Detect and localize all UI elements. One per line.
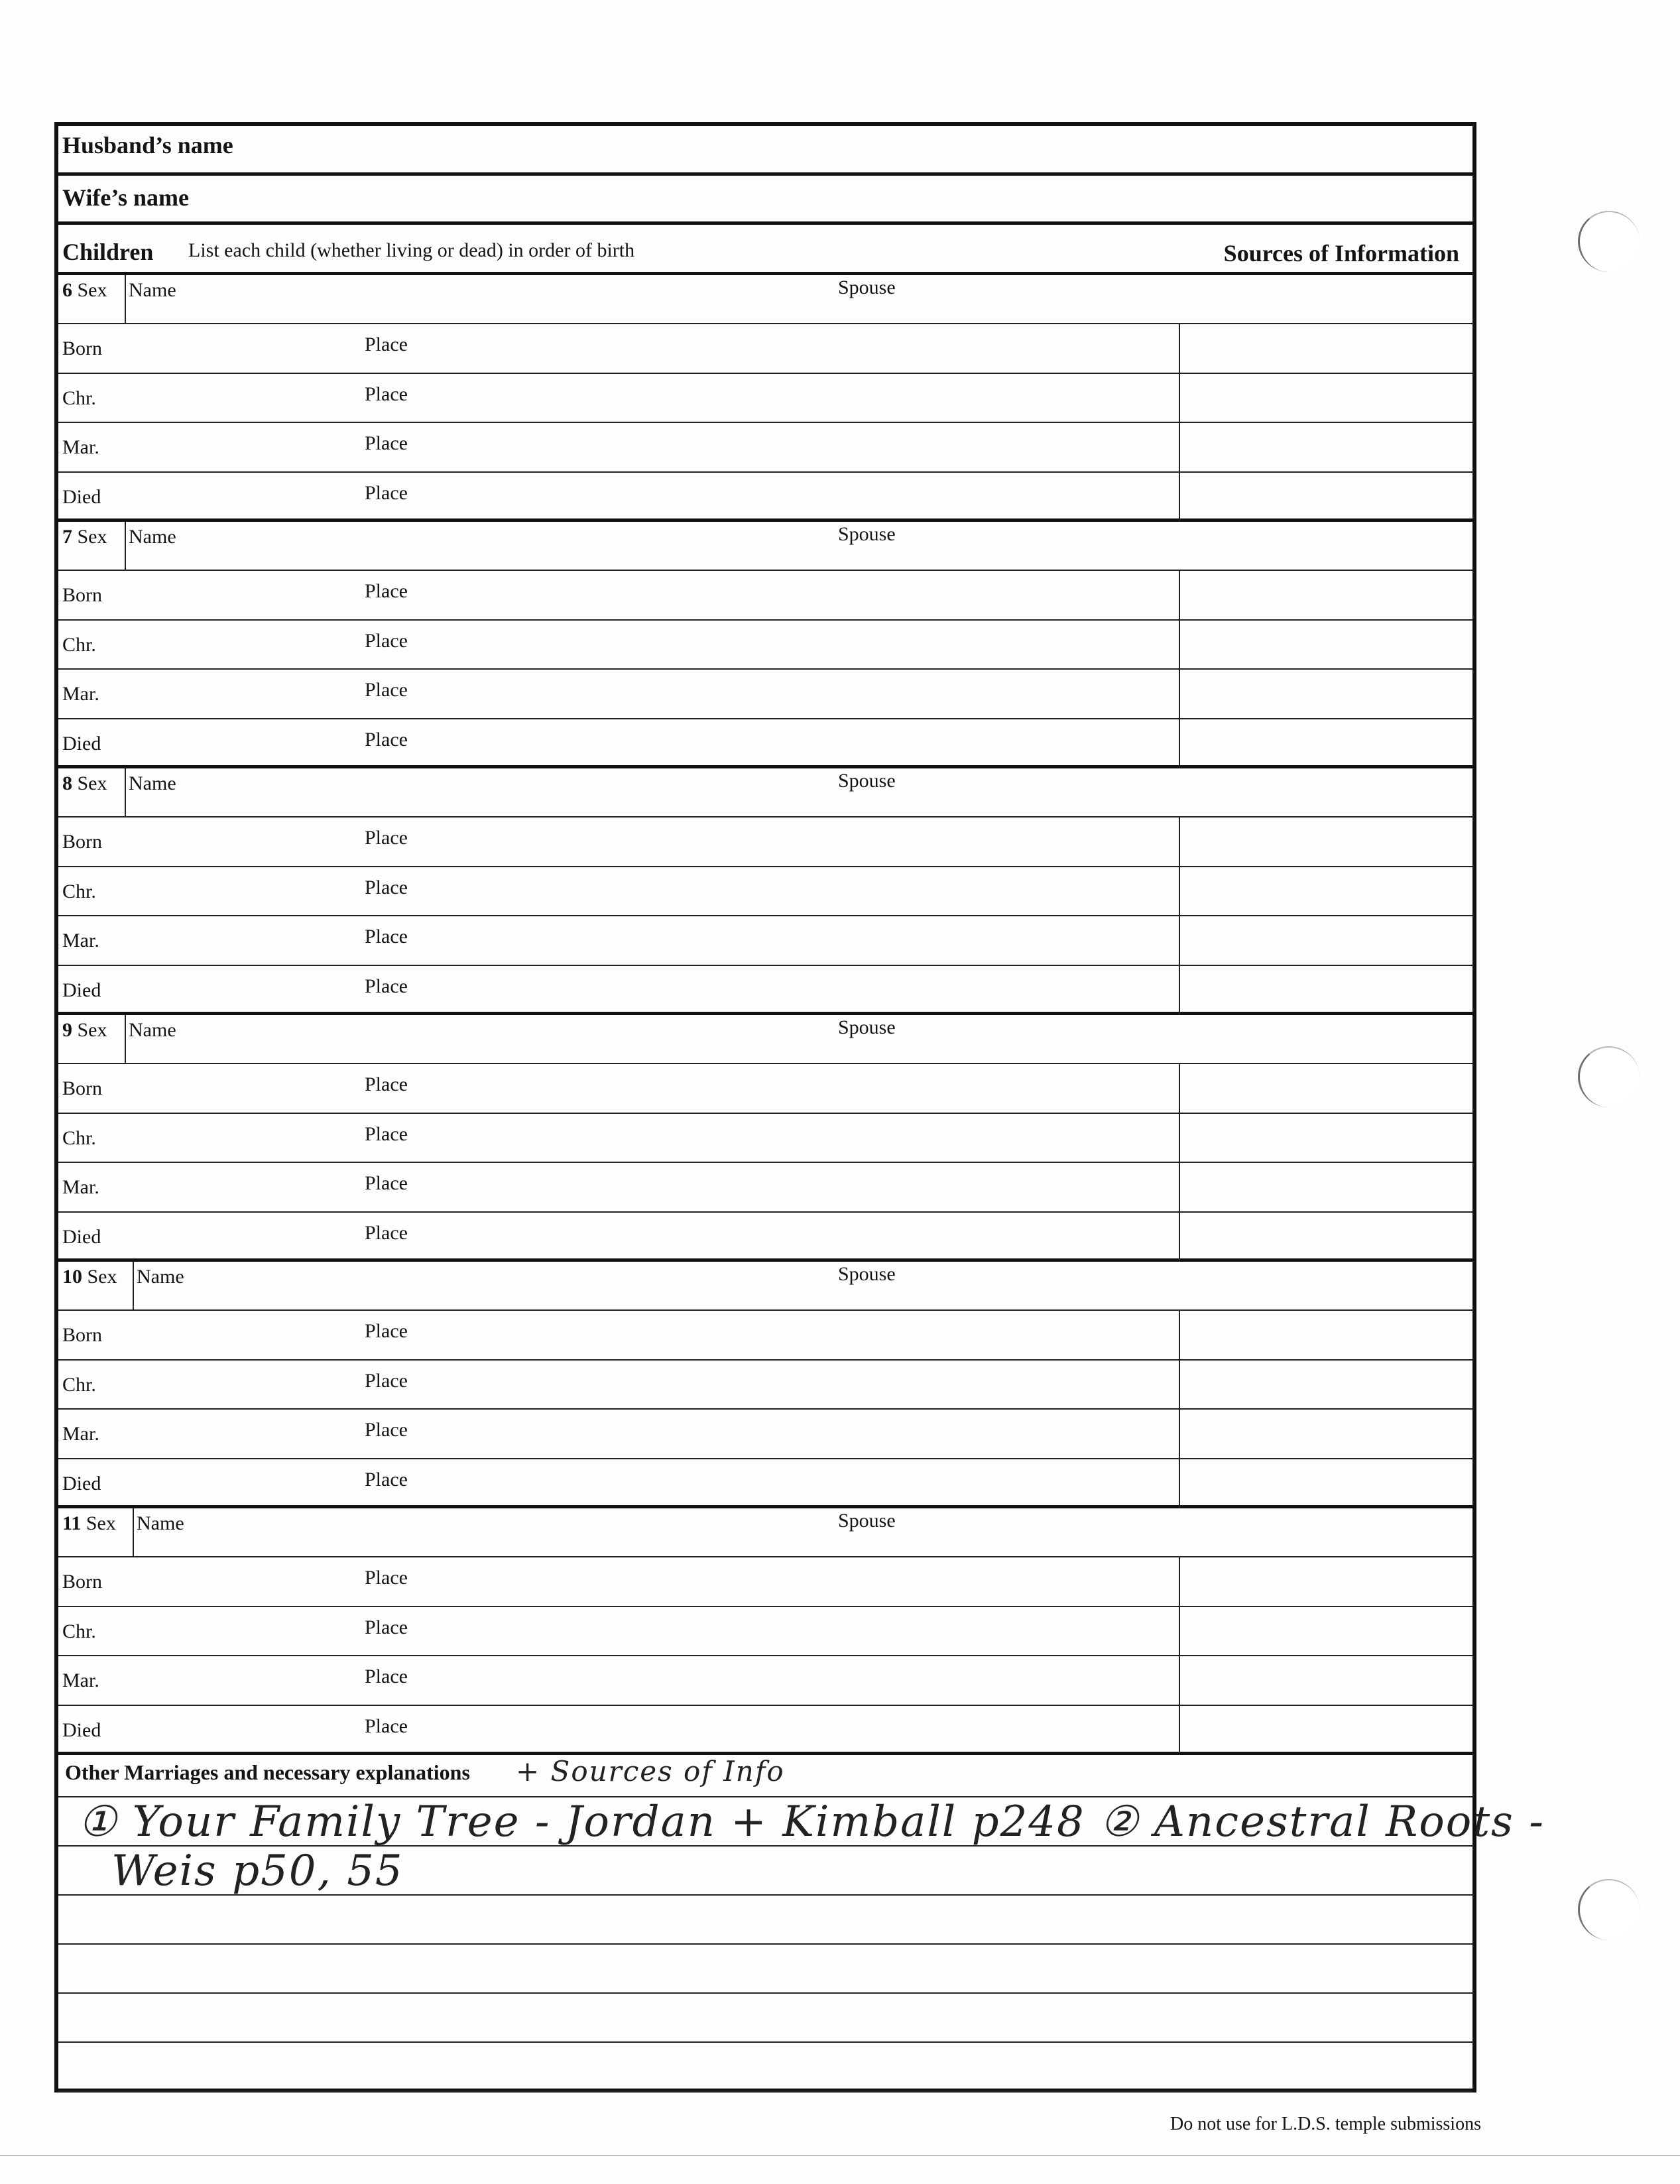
child-number-sex: [62, 526, 107, 548]
event-row-born[interactable]: [58, 1064, 1472, 1114]
event-label: Chr.: [62, 1620, 96, 1642]
sex-divider: [125, 275, 126, 323]
spouse-label: Spouse: [838, 276, 896, 298]
sex-label: Sex: [77, 772, 107, 794]
event-label: Born: [62, 1571, 102, 1593]
event-label: Chr.: [62, 387, 96, 409]
event-row-chr[interactable]: [58, 1361, 1472, 1410]
source-cell[interactable]: [1180, 966, 1472, 1016]
event-row-mar[interactable]: [58, 670, 1472, 719]
spouse-label: Spouse: [838, 1263, 896, 1285]
source-cell[interactable]: [1180, 1557, 1472, 1606]
child-number: 8: [62, 772, 72, 794]
name-label: Name: [129, 1019, 176, 1041]
source-cell[interactable]: [1180, 473, 1472, 522]
name-label: Name: [129, 772, 176, 794]
spouse-label: Spouse: [838, 523, 896, 545]
name-label: Name: [137, 1512, 184, 1534]
handwritten-note-line-1: ① Your Family Tree - Jordan + Kimball p248 ② Ancestral Roots -: [78, 1797, 1545, 1847]
child-block: [58, 275, 1472, 522]
source-cell[interactable]: [1180, 719, 1472, 769]
place-label: Place: [365, 1715, 408, 1737]
event-row-born[interactable]: [58, 1557, 1472, 1607]
other-marriages-label: Other Marriages and necessary explanations: [65, 1760, 470, 1784]
source-cell[interactable]: [1180, 1706, 1472, 1756]
source-cell[interactable]: [1180, 324, 1472, 373]
event-row-born[interactable]: [58, 818, 1472, 867]
source-cell[interactable]: [1180, 818, 1472, 866]
name-label: Name: [129, 526, 176, 548]
event-label: Chr.: [62, 1126, 96, 1149]
sex-label: Sex: [77, 526, 107, 548]
page-edge-line: [0, 2155, 1680, 2156]
place-label: Place: [365, 1221, 408, 1244]
punch-hole: [1578, 1046, 1640, 1107]
place-label: Place: [365, 1567, 408, 1589]
event-label: Died: [62, 1719, 101, 1741]
event-label: Born: [62, 831, 102, 853]
event-label: Mar.: [62, 1423, 99, 1445]
source-cell[interactable]: [1180, 571, 1472, 619]
place-label: Place: [365, 432, 408, 454]
place-label: Place: [365, 975, 408, 997]
source-cell[interactable]: [1180, 867, 1472, 916]
place-label: Place: [365, 1320, 408, 1342]
child-block: [58, 1508, 1472, 1755]
place-label: Place: [365, 334, 408, 355]
event-label: Chr.: [62, 880, 96, 902]
source-cell[interactable]: [1180, 1361, 1472, 1409]
source-cell[interactable]: [1180, 1114, 1472, 1162]
source-cell[interactable]: [1180, 670, 1472, 718]
child-name-row[interactable]: [58, 1508, 1472, 1557]
place-label: Place: [365, 876, 408, 898]
children-header-row: [58, 225, 1472, 275]
event-row-born[interactable]: [58, 324, 1472, 374]
child-number: 11: [62, 1512, 82, 1534]
name-label: Name: [137, 1266, 184, 1288]
event-row-born[interactable]: [58, 1311, 1472, 1361]
place-label: Place: [365, 827, 408, 849]
child-block: [58, 1262, 1472, 1508]
source-cell[interactable]: [1180, 1163, 1472, 1211]
place-label: Place: [365, 728, 408, 751]
source-cell[interactable]: [1180, 1213, 1472, 1262]
explanation-line[interactable]: [58, 1896, 1472, 1945]
event-label: Born: [62, 1324, 102, 1346]
event-row-mar[interactable]: [58, 1410, 1472, 1459]
punch-hole: [1578, 211, 1640, 272]
event-row-died[interactable]: [58, 473, 1472, 522]
husband-row[interactable]: [58, 126, 1472, 176]
place-label: Place: [365, 1172, 408, 1194]
event-row-died[interactable]: [58, 1706, 1472, 1756]
sex-label: Sex: [77, 1019, 107, 1041]
sex-divider: [133, 1508, 134, 1556]
event-label: Chr.: [62, 1373, 96, 1396]
event-label: Died: [62, 732, 101, 755]
wife-name-label: Wife’s name: [62, 184, 189, 211]
source-cell[interactable]: [1180, 621, 1472, 669]
place-label: Place: [365, 1369, 408, 1392]
child-name-row[interactable]: [58, 768, 1472, 818]
event-row-died[interactable]: [58, 1459, 1472, 1509]
place-label: Place: [365, 629, 408, 652]
sex-divider: [125, 522, 126, 570]
source-cell[interactable]: [1180, 374, 1472, 422]
handwritten-note-line-2: Weis p50, 55: [111, 1847, 404, 1896]
sex-divider: [125, 768, 126, 816]
source-cell[interactable]: [1180, 1607, 1472, 1656]
event-row-mar[interactable]: [58, 1656, 1472, 1706]
sex-divider: [125, 1015, 126, 1063]
event-row-born[interactable]: [58, 571, 1472, 621]
event-label: Mar.: [62, 930, 99, 951]
sex-divider: [133, 1262, 134, 1309]
husband-name-label: Husband’s name: [62, 132, 233, 158]
event-label: Died: [62, 1472, 101, 1494]
source-cell[interactable]: [1180, 1410, 1472, 1458]
punch-hole: [1578, 1879, 1640, 1940]
source-cell[interactable]: [1180, 1311, 1472, 1359]
event-row-died[interactable]: [58, 1213, 1472, 1262]
event-label: Born: [62, 337, 102, 359]
name-label: Name: [129, 279, 176, 301]
place-label: Place: [365, 1122, 408, 1145]
event-row-mar[interactable]: [58, 423, 1472, 473]
place-label: Place: [365, 1468, 408, 1490]
child-number-sex: [62, 1266, 117, 1288]
event-label: Mar.: [62, 436, 99, 458]
child-block: [58, 768, 1472, 1015]
source-cell[interactable]: [1180, 423, 1472, 471]
explanation-line[interactable]: [58, 1994, 1472, 2043]
child-name-row[interactable]: [58, 1015, 1472, 1064]
event-label: Born: [62, 1077, 102, 1099]
event-row-chr[interactable]: [58, 867, 1472, 917]
sex-label: Sex: [86, 1512, 116, 1534]
family-group-record-form: [54, 122, 1545, 2093]
event-label: Mar.: [62, 1176, 99, 1198]
event-label: Mar.: [62, 1669, 99, 1691]
event-row-chr[interactable]: [58, 1114, 1472, 1164]
place-label: Place: [365, 383, 408, 405]
source-cell[interactable]: [1180, 1064, 1472, 1113]
place-label: Place: [365, 1616, 408, 1638]
wife-row[interactable]: [58, 176, 1472, 225]
child-number: 9: [62, 1019, 72, 1041]
event-row-mar[interactable]: [58, 1163, 1472, 1213]
event-row-mar[interactable]: [58, 916, 1472, 966]
place-label: Place: [365, 679, 408, 701]
other-marriages-header: [58, 1750, 1472, 1797]
source-cell[interactable]: [1180, 1459, 1472, 1509]
children-label: Children: [62, 239, 154, 265]
event-label: Chr.: [62, 633, 96, 656]
source-cell[interactable]: [1180, 916, 1472, 965]
event-label: Died: [62, 485, 101, 508]
sex-label: Sex: [87, 1266, 117, 1288]
place-label: Place: [365, 1419, 408, 1441]
event-label: Born: [62, 584, 102, 606]
child-number-sex: [62, 279, 107, 302]
event-label: Died: [62, 979, 101, 1001]
explanation-line[interactable]: [58, 1945, 1472, 1994]
other-marriages-section: [58, 1750, 1545, 2089]
temple-submission-note: Do not use for L.D.S. temple submissions: [1170, 2114, 1481, 2134]
place-label: Place: [365, 481, 408, 504]
child-number-sex: [62, 772, 107, 795]
event-row-died[interactable]: [58, 966, 1472, 1016]
children-instruction: List each child (whether living or dead) in order of birth: [188, 239, 635, 261]
child-number: 7: [62, 526, 72, 548]
sources-of-information-label: Sources of Information: [1223, 240, 1459, 267]
spouse-label: Spouse: [838, 1016, 896, 1038]
place-label: Place: [365, 1073, 408, 1095]
explanation-line[interactable]: [58, 2043, 1472, 2092]
event-row-died[interactable]: [58, 719, 1472, 769]
handwritten-sources-note: + Sources of Info: [516, 1755, 785, 1788]
event-label: Died: [62, 1225, 101, 1248]
child-number-sex: [62, 1019, 107, 1042]
child-number: 10: [62, 1266, 82, 1288]
child-number: 6: [62, 279, 72, 301]
source-cell[interactable]: [1180, 1656, 1472, 1705]
event-row-chr[interactable]: [58, 374, 1472, 424]
event-row-chr[interactable]: [58, 621, 1472, 670]
event-row-chr[interactable]: [58, 1607, 1472, 1657]
child-name-row[interactable]: [58, 522, 1472, 571]
child-block: [58, 522, 1472, 768]
child-block: [58, 1015, 1472, 1262]
place-label: Place: [365, 580, 408, 602]
spouse-label: Spouse: [838, 1510, 896, 1532]
sex-label: Sex: [77, 279, 107, 301]
place-label: Place: [365, 926, 408, 947]
child-name-row[interactable]: [58, 1262, 1472, 1311]
spouse-label: Spouse: [838, 770, 896, 792]
place-label: Place: [365, 1666, 408, 1687]
event-label: Mar.: [62, 683, 99, 705]
child-name-row[interactable]: [58, 275, 1472, 324]
child-number-sex: [62, 1512, 116, 1535]
